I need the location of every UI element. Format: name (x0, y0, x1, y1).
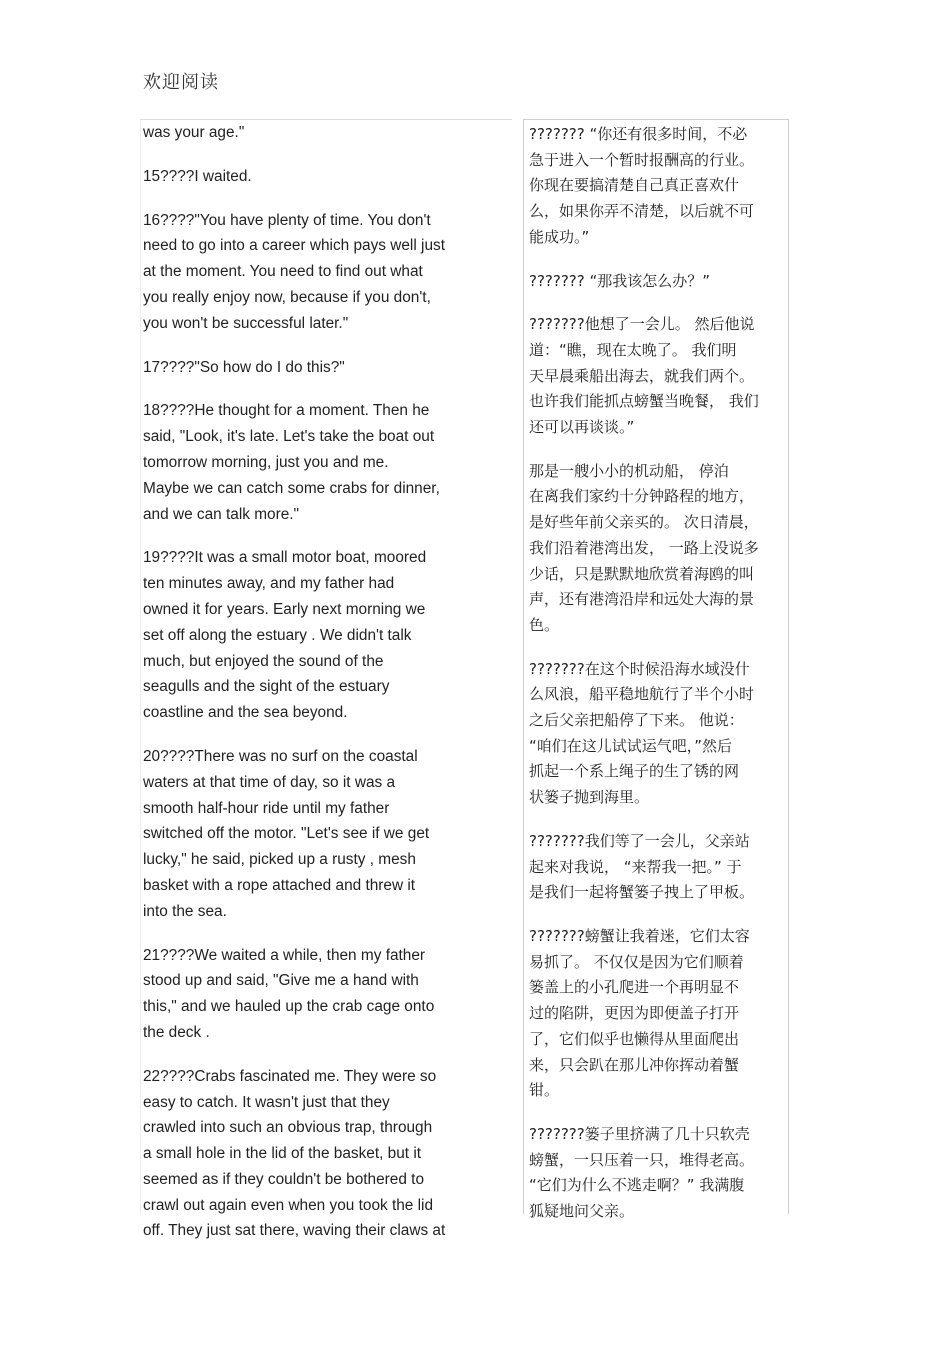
chinese-paragraph: ???????螃蟹让我着迷，它们太容 易抓了。 不仅仅是因为它们顺着 篓盖上的小孔爬进一个再明显不 过的陷阱，更因为即便盖子打开 了，它们似乎也懒得从里面爬出 来，只会趴在那儿冲你挥动着蟹 钳。 (529, 926, 750, 1100)
chinese-paragraph: ??????? “你还有很多时间，不必 急于进入一个暂时报酬高的行业。 你现在要搞清楚自己真正喜欢什 么，如果你弄不清楚，以后就不可 能成功。” (529, 125, 755, 246)
english-text-column (140, 119, 512, 1240)
english-paragraph: 20????There was no surf on the coastal waters at that time of day, so it was a smooth half-hour ride until my father switched off the motor. "Let's see if we get lucky," he said, picked up a rusty , mesh basket with a rope attached and threw it into the sea. (143, 747, 430, 920)
english-paragraph: was your age." (143, 124, 245, 141)
english-paragraph: 16????"You have plenty of time. You don't need to go into a career which pays well just at the moment. You need to find out what you really enjoy now, because if you don't, you won't be successful later." (143, 211, 445, 332)
english-paragraph: 15????I waited. (143, 167, 252, 185)
page-header-title: 欢迎阅读 (143, 72, 219, 93)
chinese-paragraph: ???????篓子里挤满了几十只软壳 螃蟹，一只压着一只，堆得老高。 “它们为什么不逃走啊？” 我满腹 狐疑地问父亲。 (529, 1124, 755, 1221)
chinese-text-column (523, 119, 789, 1221)
chinese-paragraph: 那是一艘小小的机动船， 停泊 在离我们家约十分钟路程的地方， 是好些年前父亲买的。 次日清晨， 我们沿着港湾出发， 一路上没说多 少话，只是默默地欣赏着海鸥的叫 声，还有港湾沿岸和远处大海的景 色。 (529, 461, 759, 634)
chinese-paragraph: ???????我们等了一会儿，父亲站 起来对我说， “来帮我一把。” 于 是我们一起将蟹篓子拽上了甲板。 (529, 831, 755, 902)
chinese-paragraph: ??????? “那我该怎么办？” (529, 271, 711, 290)
chinese-paragraph: ???????他想了一会儿。 然后他说 道：“瞧，现在太晚了。 我们明 天早晨乘船出海去，就我们两个。 也许我们能抓点螃蟹当晚餐， 我们 还可以再谈谈。” (529, 315, 759, 437)
english-paragraph: 17????"So how do I do this?" (143, 358, 345, 376)
chinese-paragraph: ???????在这个时候沿海水域没什 么风浪，船平稳地航行了半个小时 之后父亲把船停了下来。 他说： “咱们在这儿试试运气吧，”然后 抓起一个系上绳子的生了锈的网 状篓子抛到海里。 (529, 659, 755, 807)
english-paragraph: 21????We waited a while, then my father stood up and said, "Give me a hand with this," and we hauled up the crab cage onto the deck . (143, 946, 435, 1041)
english-paragraph: 19????It was a small motor boat, moored ten minutes away, and my father had owned it for years. Early next morning we set off along the estuary . We didn't talk much, but enjoyed the sound of the seagulls and the sight of the estuary coastline and the sea beyond. (143, 549, 427, 722)
english-paragraph: 18????He thought for a moment. Then he said, "Look, it's late. Let's take the boat out tomorrow morning, just you and me. Maybe we can catch some crabs for dinner, and we can talk more." (143, 402, 440, 523)
english-paragraph: 22????Crabs fascinated me. They were so easy to catch. It wasn't just that they crawled into such an obvious trap, through a small hole in the lid of the basket, but it seemed as if they couldn't be bothered to crawl out again even when you took the lid off. They just sat there, waving their claws at (143, 1067, 446, 1240)
